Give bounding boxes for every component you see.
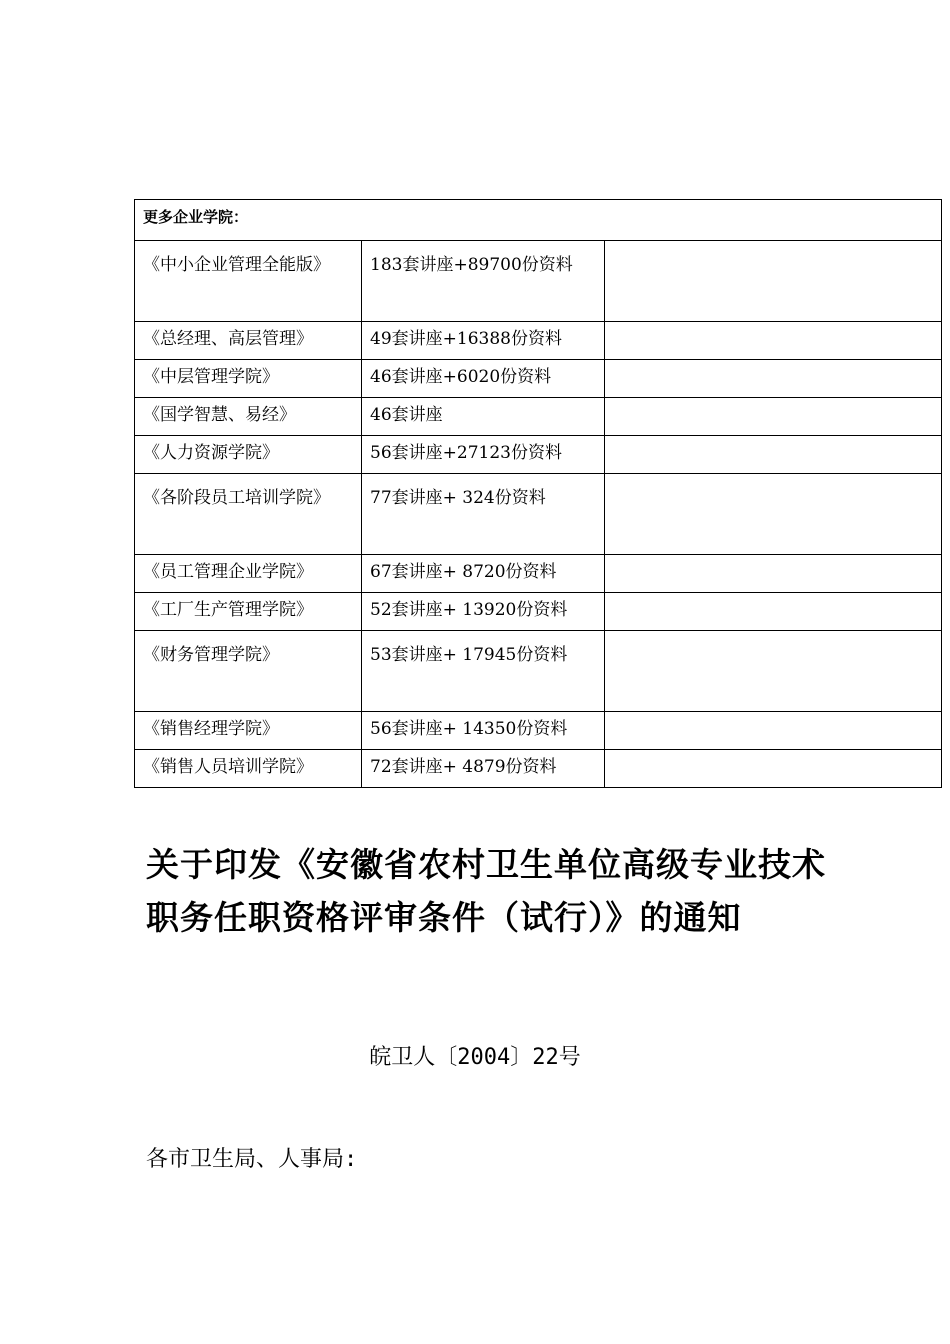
course-extra bbox=[605, 322, 942, 360]
table-row bbox=[135, 241, 942, 322]
course-extra bbox=[605, 712, 942, 750]
table-row bbox=[135, 712, 942, 750]
course-name: 《中层管理学院》 bbox=[135, 360, 362, 398]
course-name: 《总经理、高层管理》 bbox=[135, 322, 362, 360]
course-name: 《国学智慧、易经》 bbox=[135, 398, 362, 436]
course-detail: 52套讲座+ 13920份资料 bbox=[362, 593, 605, 631]
table-row bbox=[135, 360, 942, 398]
course-name: 《各阶段员工培训学院》 bbox=[135, 474, 362, 555]
course-detail: 67套讲座+ 8720份资料 bbox=[362, 555, 605, 593]
table-row bbox=[135, 555, 942, 593]
course-name: 《人力资源学院》 bbox=[135, 436, 362, 474]
table-row bbox=[135, 398, 942, 436]
document-title: 关于印发《安徽省农村卫生单位高级专业技术职务任职资格评审条件（试行）》的通知 bbox=[146, 845, 826, 937]
course-name: 《销售经理学院》 bbox=[135, 712, 362, 750]
course-name: 《工厂生产管理学院》 bbox=[135, 593, 362, 631]
table-header: 更多企业学院： bbox=[135, 200, 942, 241]
table-header-row bbox=[135, 200, 942, 241]
course-name: 《中小企业管理全能版》 bbox=[135, 241, 362, 322]
course-extra bbox=[605, 398, 942, 436]
recipient-line: 各市卫生局、人事局: bbox=[146, 1147, 358, 1172]
course-detail: 183套讲座+89700份资料 bbox=[362, 241, 605, 322]
table-row bbox=[135, 593, 942, 631]
course-table bbox=[134, 199, 942, 788]
table-row bbox=[135, 474, 942, 555]
course-extra bbox=[605, 593, 942, 631]
course-detail: 53套讲座+ 17945份资料 bbox=[362, 631, 605, 712]
document-number bbox=[0, 1042, 950, 1074]
course-extra bbox=[605, 436, 942, 474]
course-detail: 56套讲座+27123份资料 bbox=[362, 436, 605, 474]
course-detail: 72套讲座+ 4879份资料 bbox=[362, 750, 605, 788]
course-name: 《销售人员培训学院》 bbox=[135, 750, 362, 788]
course-extra bbox=[605, 750, 942, 788]
course-detail: 46套讲座+6020份资料 bbox=[362, 360, 605, 398]
course-name: 《财务管理学院》 bbox=[135, 631, 362, 712]
course-extra bbox=[605, 241, 942, 322]
course-extra bbox=[605, 631, 942, 712]
course-name: 《员工管理企业学院》 bbox=[135, 555, 362, 593]
table-row bbox=[135, 750, 942, 788]
document-number-text: 皖卫人〔2004〕22号 bbox=[369, 1045, 581, 1070]
course-detail: 56套讲座+ 14350份资料 bbox=[362, 712, 605, 750]
course-detail: 49套讲座+16388份资料 bbox=[362, 322, 605, 360]
course-extra bbox=[605, 360, 942, 398]
table-row bbox=[135, 436, 942, 474]
course-extra bbox=[605, 474, 942, 555]
course-detail: 46套讲座 bbox=[362, 398, 605, 436]
course-extra bbox=[605, 555, 942, 593]
table-row bbox=[135, 322, 942, 360]
table-row bbox=[135, 631, 942, 712]
course-detail: 77套讲座+ 324份资料 bbox=[362, 474, 605, 555]
